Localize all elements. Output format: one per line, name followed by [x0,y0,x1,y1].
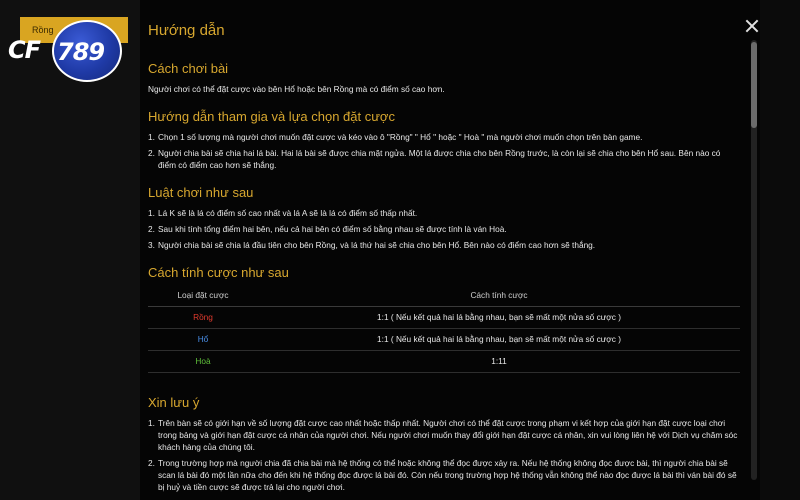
instructions-content[interactable] [148,0,738,500]
section-payout [148,265,738,373]
numbered-list [148,131,738,171]
section-heading: Cách chơi bài [148,61,229,76]
panel-title: Hướng dẫn [148,22,225,39]
section-text: Người chơi có thể đặt cược vào bên Hổ hoặc bên Rồng mà có điểm số cao hơn. [148,84,445,94]
logo-text-cf: CF [8,36,41,64]
section-heading: Luật chơi như sau [148,185,254,200]
list-item: Người chia bài sẽ chia lá đầu tiên cho bên Rồng, và lá thứ hai sẽ chia cho bên Hổ. Bên nào có điểm cao hơn sẽ thắng. [158,240,596,250]
logo-text-number: 789 [57,38,105,66]
bet-type-dragon: Rồng [148,307,258,329]
table-row [148,329,740,351]
numbered-list [148,417,738,493]
table-row [148,307,740,329]
close-icon[interactable] [745,19,759,33]
payout-table [148,287,740,373]
payout-value: 1:11 [258,351,740,373]
list-item: Trong trường hợp mà người chia đã chia bài mà hệ thống có thể hoặc không thể đọc được xảy ra. Nếu hệ thống không đọc được bài, thì người chia bài sẽ scan lá bài đó một lần nữa cho đến khi hệ thống đọc được lá bài đó. Còn nếu trong trường hợp hệ thống vẫn không thể nào đọc được lá bài thì ván bài đó sẽ bị huỷ và tiền cược sẽ được trả lại cho người chơi. [158,458,737,492]
scrollbar[interactable] [751,40,757,480]
numbered-list [148,207,738,251]
table-header-payout: Cách tính cược [258,287,740,307]
table-header-row [148,287,740,307]
section-notes [148,395,738,493]
instructions-panel [140,0,760,500]
section-rules [148,185,738,251]
list-item: Sau khi tính tổng điểm hai bên, nếu cả hai bên có điểm số bằng nhau sẽ được tính là ván Hoà. [158,224,507,234]
brand-logo [8,20,120,82]
section-heading: Xin lưu ý [148,395,200,410]
list-item: Lá K sẽ là lá có điểm số cao nhất và lá A sẽ là lá có điểm số thấp nhất. [158,208,418,218]
section-heading: Hướng dẫn tham gia và lựa chọn đặt cược [148,109,395,124]
list-item: Trên bàn sẽ có giới hạn về số lượng đặt cược cao nhất hoặc thấp nhất. Người chơi có thể đặt cược trong phạm vi kết hợp của giới hạn đặt cược loại chơi trong bảng và giới hạn đặt cược cá nhân của người chơi. Nếu người chơi muốn thay đổi giới hạn đặt cược cá nhân, xin vui lòng liên hệ với Dịch vụ chăm sóc khách hàng của chúng tôi. [158,418,738,452]
background-tab-label: Rồng [32,25,54,35]
table-row [148,351,740,373]
payout-value: 1:1 ( Nếu kết quả hai lá bằng nhau, bạn sẽ mất một nửa số cược ) [258,307,740,329]
list-item: Chọn 1 số lượng mà người chơi muốn đặt cược và kéo vào ô "Rồng" " Hổ " hoặc " Hoà " mà người chơi muốn chọn trên bàn game. [158,132,643,142]
list-item: Người chia bài sẽ chia hai lá bài. Hai lá bài sẽ được chia mặt ngửa. Một lá được chia cho bên Rồng trước, là còn lại sẽ chia cho bên Hổ sau. Bên nào có điểm có điểm cao hơn sẽ thắng. [158,148,721,170]
section-how-to-play [148,61,738,95]
scrollbar-thumb[interactable] [751,42,757,128]
bet-type-tie: Hoà [148,351,258,373]
background-right-area [760,0,800,500]
table-header-bet-type: Loại đặt cược [148,287,258,307]
bet-type-tiger: Hổ [148,329,258,351]
section-join-and-bet [148,109,738,171]
payout-value: 1:1 ( Nếu kết quả hai lá bằng nhau, bạn sẽ mất một nửa số cược ) [258,329,740,351]
section-heading: Cách tính cược như sau [148,265,289,280]
